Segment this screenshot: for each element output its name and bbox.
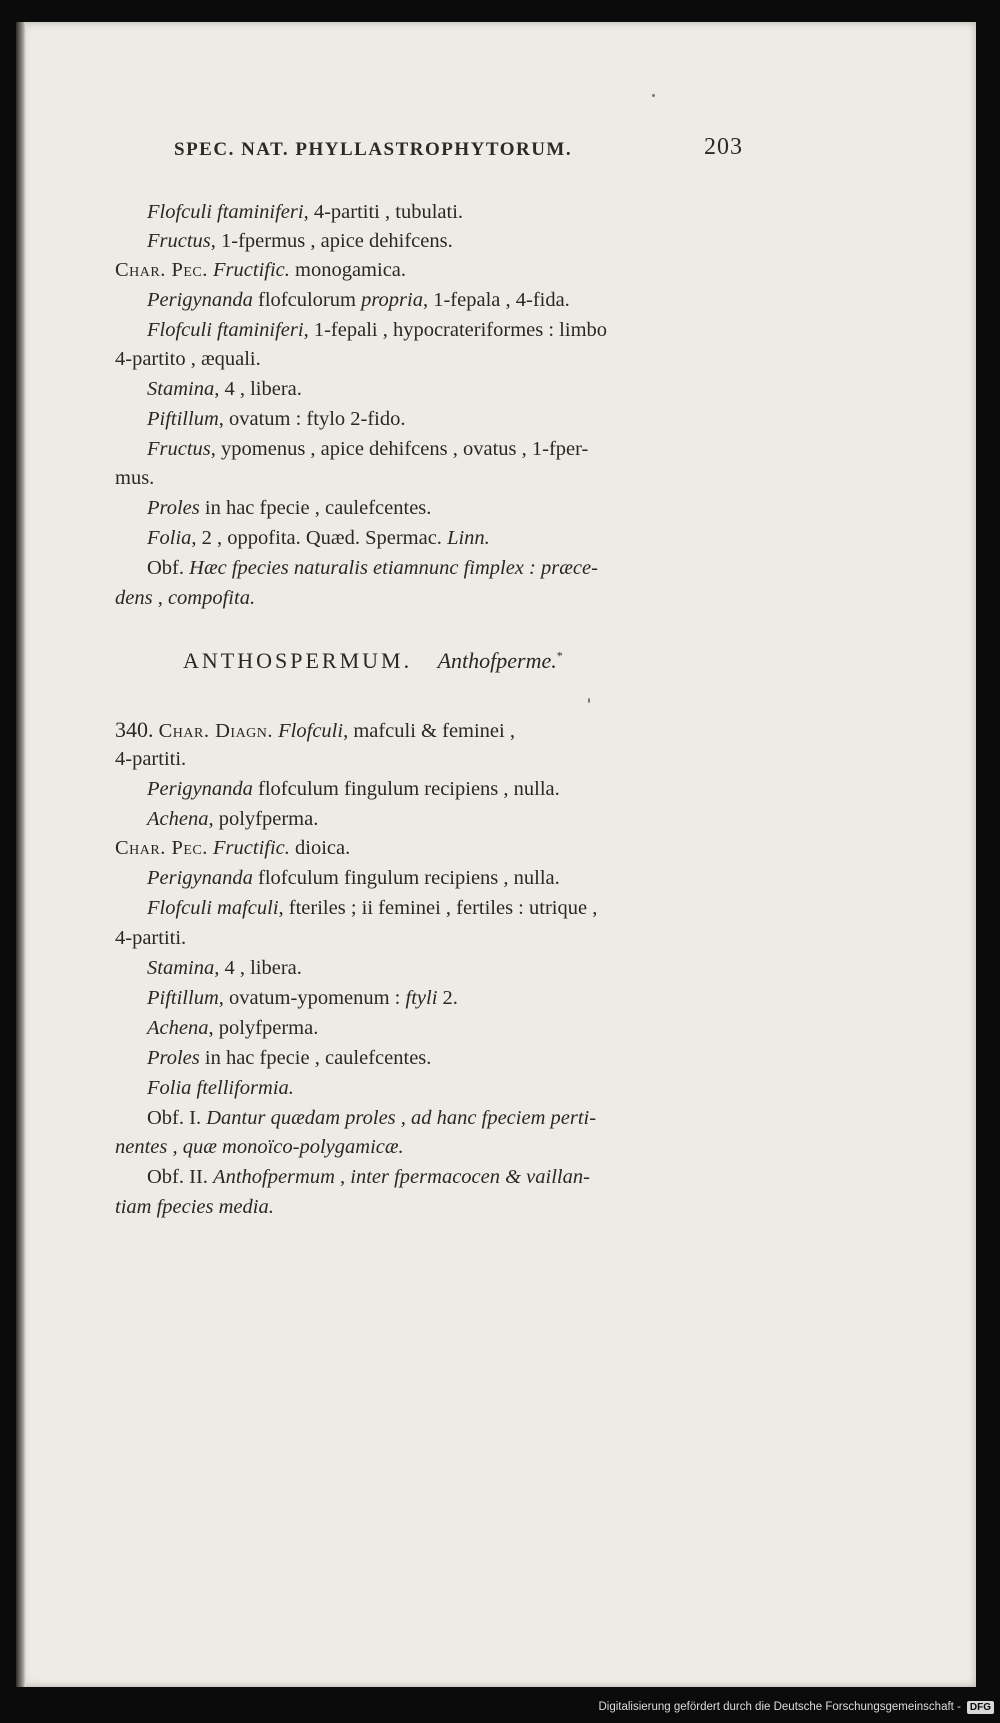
text: , 4 , libera. bbox=[214, 957, 302, 979]
obs-text: Dantur quædam proles , ad hanc fpeciem perti- bbox=[206, 1107, 597, 1129]
text-line bbox=[115, 257, 406, 283]
term: Flofculi ftaminiferi bbox=[147, 319, 304, 341]
article-number: 340. bbox=[115, 717, 154, 742]
text-line bbox=[115, 346, 261, 372]
text: flofculum fingulum recipiens , nulla. bbox=[258, 778, 560, 800]
obs-text: dens , compofita. bbox=[115, 587, 256, 609]
text-line bbox=[147, 376, 302, 402]
obs-text: Anthofpermum , inter fpermacocen & vaillan- bbox=[213, 1166, 590, 1188]
term: Folia bbox=[147, 527, 192, 549]
text-line bbox=[147, 1164, 590, 1190]
term: Proles bbox=[147, 497, 200, 519]
text: , 1-fepala , 4-fida. bbox=[422, 289, 570, 311]
text: , polyfperma. bbox=[208, 1017, 319, 1039]
text-line bbox=[147, 1075, 294, 1101]
text: , ypomenus , apice dehifcens , ovatus , 1-fper- bbox=[210, 438, 589, 460]
term: Fructus bbox=[147, 230, 211, 252]
text-line bbox=[147, 955, 302, 981]
digitization-credit bbox=[598, 1698, 994, 1716]
running-head: SPEC. NAT. PHYLLASTROPHYTORUM. bbox=[174, 139, 573, 160]
text: , 2 , oppofita. Quæd. Spermac. bbox=[191, 527, 442, 549]
text-line bbox=[115, 835, 350, 861]
char-label: Char. Pec. bbox=[115, 837, 208, 859]
obs-text: nentes , quæ monoïco-polygamicæ. bbox=[115, 1136, 404, 1158]
term: Flofculi bbox=[278, 720, 344, 742]
text-line bbox=[147, 865, 560, 891]
text-line bbox=[147, 895, 597, 921]
text: in hac fpecie , caulefcentes. bbox=[204, 1047, 432, 1069]
text-line bbox=[115, 925, 186, 951]
text: flofculum fingulum recipiens , nulla. bbox=[258, 867, 560, 889]
char-label: Char. Diagn. bbox=[158, 720, 274, 742]
text-line bbox=[115, 746, 186, 772]
char-label: Char. Pec. bbox=[115, 259, 208, 281]
term: Flofculi mafculi bbox=[147, 897, 279, 919]
term: Proles bbox=[147, 1047, 200, 1069]
text: flofculorum bbox=[258, 289, 356, 311]
text-line bbox=[115, 1134, 404, 1160]
term: Flofculi ftaminiferi bbox=[147, 201, 304, 223]
text-line bbox=[147, 199, 463, 225]
term: Piftillum bbox=[147, 408, 219, 430]
text: , ovatum-ypomenum : bbox=[218, 987, 401, 1009]
text: in hac fpecie , caulefcentes. bbox=[204, 497, 432, 519]
credit-text: Digitalisierung gefördert durch die Deutsche Forschungsgemeinschaft - bbox=[598, 1701, 961, 1713]
text: , polyfperma. bbox=[208, 808, 319, 830]
term: Achena bbox=[147, 808, 209, 830]
text-line bbox=[115, 585, 255, 611]
dfg-logo: DFG bbox=[967, 1701, 994, 1714]
text-line bbox=[147, 1045, 431, 1071]
term: Piftillum bbox=[147, 987, 219, 1009]
text-line bbox=[147, 555, 598, 581]
text: 4-partiti. bbox=[115, 927, 187, 949]
text-line bbox=[147, 985, 458, 1011]
text-line bbox=[147, 495, 431, 521]
text-line bbox=[147, 776, 560, 802]
text-line bbox=[147, 806, 318, 832]
text-line bbox=[147, 406, 406, 432]
text: , 4-partiti , tubulati. bbox=[303, 201, 464, 223]
term: Linn. bbox=[447, 527, 490, 549]
text-line bbox=[147, 228, 453, 254]
genus-name: ANTHOSPERMUM. bbox=[183, 648, 413, 673]
text-line bbox=[115, 465, 154, 491]
text: , 1-fepali , hypocrateriformes : limbo bbox=[303, 319, 608, 341]
footnote-mark: * bbox=[556, 648, 566, 663]
text: 4-partiti. bbox=[115, 748, 187, 770]
term: Stamina bbox=[147, 378, 215, 400]
text-line bbox=[147, 317, 607, 343]
obs-text: tiam fpecies media. bbox=[115, 1196, 274, 1218]
text: 4-partito , æquali. bbox=[115, 348, 261, 370]
term: Fructus bbox=[147, 438, 211, 460]
text-line bbox=[115, 1194, 274, 1220]
text: monogamica. bbox=[295, 259, 407, 281]
text-line bbox=[147, 287, 570, 313]
term: Fructific. bbox=[213, 837, 290, 859]
text: Obf. bbox=[147, 557, 185, 579]
text: Obf. I. bbox=[147, 1107, 202, 1129]
text-line bbox=[147, 436, 588, 462]
text: dioica. bbox=[295, 837, 351, 859]
term: Perigynanda bbox=[147, 867, 253, 889]
text: , 1-fpermus , apice dehifcens. bbox=[210, 230, 453, 252]
term: Fructific. bbox=[213, 259, 290, 281]
genus-vernacular: Anthofperme. bbox=[437, 648, 557, 673]
text: , fteriles ; ii feminei , fertiles : utrique , bbox=[278, 897, 598, 919]
text: , ovatum : ftylo 2-fido. bbox=[218, 408, 406, 430]
genus-heading bbox=[183, 648, 566, 674]
text: 2. bbox=[442, 987, 458, 1009]
text-line bbox=[147, 525, 490, 551]
obs-text: Hæc fpecies naturalis etiamnunc fimplex : præce- bbox=[189, 557, 598, 579]
text-line bbox=[115, 717, 515, 744]
text: , 4 , libera. bbox=[214, 378, 302, 400]
text: mus. bbox=[115, 467, 155, 489]
term: propria bbox=[361, 289, 423, 311]
page-number: 203 bbox=[704, 134, 743, 160]
term: Perigynanda bbox=[147, 778, 253, 800]
term: Folia ftelliformia. bbox=[147, 1077, 294, 1099]
text-line bbox=[147, 1105, 596, 1131]
term: Stamina bbox=[147, 957, 215, 979]
term: ftyli bbox=[405, 987, 438, 1009]
term: Perigynanda bbox=[147, 289, 253, 311]
text: Obf. II. bbox=[147, 1166, 208, 1188]
text: , mafculi & feminei , bbox=[343, 720, 515, 742]
text-line bbox=[147, 1015, 318, 1041]
term: Achena bbox=[147, 1017, 209, 1039]
